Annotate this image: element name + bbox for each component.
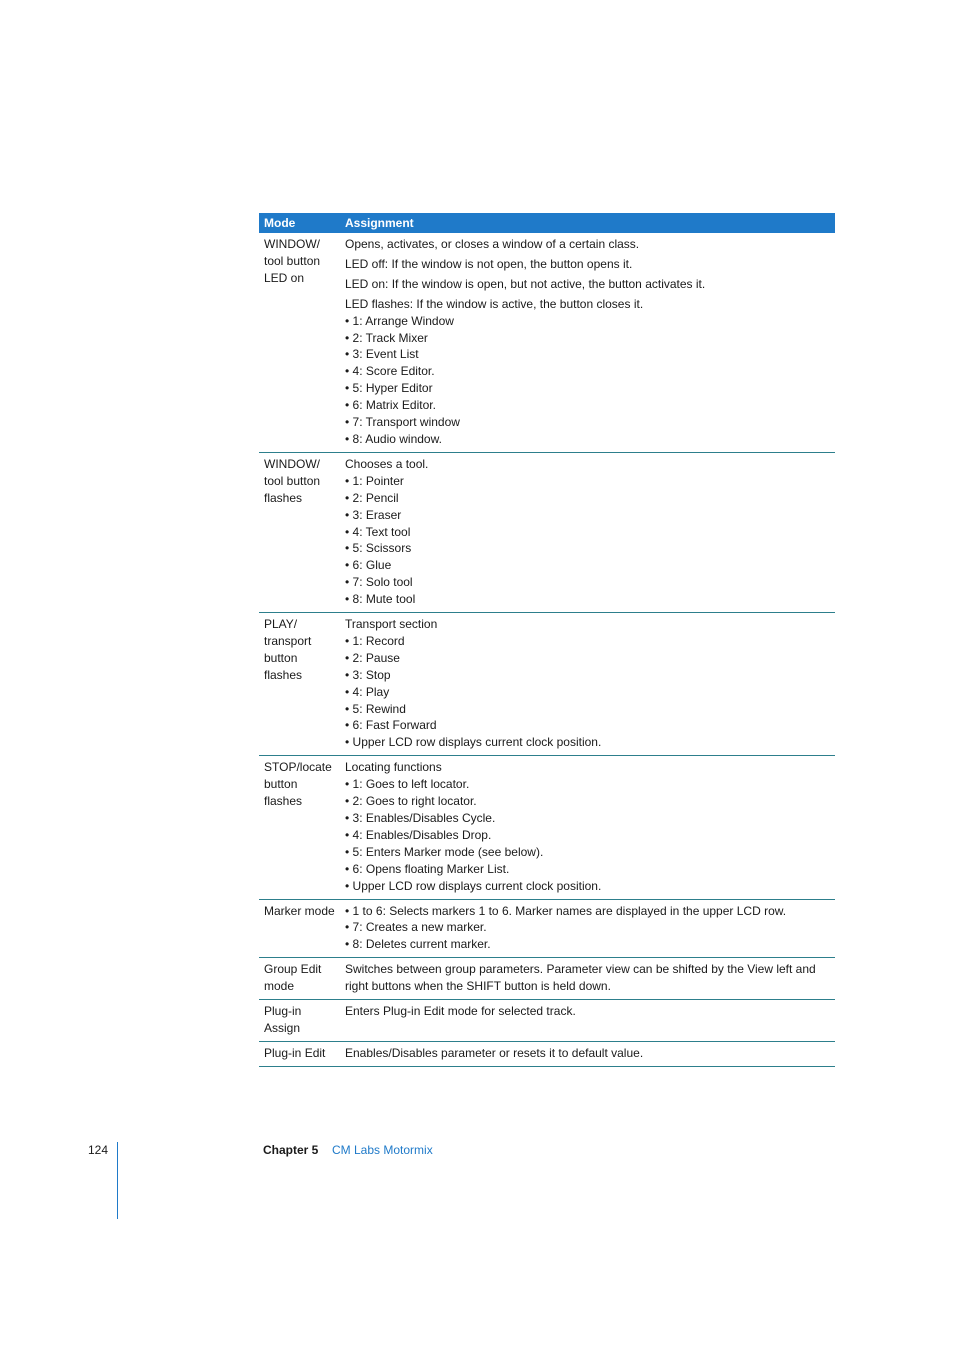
assignment-text: LED flashes: If the window is active, the button closes it. [345,296,644,311]
table-row [259,613,835,756]
assignment-bullet: • 6: Glue [345,557,830,574]
assignment-bullet: • Upper LCD row displays current clock position. [345,734,830,751]
assignment-bullet: • 2: Pencil [345,490,830,507]
assignment-bullet: • 4: Enables/Disables Drop. [345,827,830,844]
assignment-bullet: • 4: Score Editor. [345,363,830,380]
assignment-text: Locating functions [345,760,442,775]
mode-label: PLAY/ transport button flashes [264,617,312,682]
table-row [259,452,835,612]
mode-cell [259,899,340,958]
mode-column-header: Mode [259,213,340,233]
mode-cell [259,1000,340,1042]
chapter-label: Chapter 5 [263,1143,319,1157]
footer-divider [117,1142,118,1219]
assignment-bullet: • 1: Goes to left locator. [345,776,830,793]
assignment-bullet: • 8: Mute tool [345,591,830,608]
assignment-text: Switches between group parameters. Parameter view can be shifted by the View left and right buttons when the SHIFT button is held down. [345,962,816,994]
mode-cell [259,756,340,899]
assignment-cell [340,613,835,756]
assignment-cell [340,958,835,1000]
mode-label: Marker mode [264,903,335,918]
assignment-table [259,213,835,1067]
assignment-text: LED on: If the window is open, but not active, the button activates it. [345,276,706,291]
mode-cell [259,1041,340,1066]
assignment-table-container [259,213,835,1067]
assignment-bullet: • 6: Fast Forward [345,717,830,734]
assignment-cell [340,233,835,452]
chapter-title-link[interactable]: CM Labs Motormix [332,1143,433,1157]
assignment-bullet: • 1 to 6: Selects markers 1 to 6. Marker names are displayed in the upper LCD row. [345,903,830,920]
assignment-bullet: • 4: Play [345,684,830,701]
assignment-cell [340,756,835,899]
mode-cell [259,613,340,756]
assignment-bullet: • 1: Record [345,633,830,650]
assignment-bullet: • 5: Rewind [345,701,830,718]
assignment-bullet: • Upper LCD row displays current clock position. [345,878,830,895]
assignment-bullet: • 2: Track Mixer [345,330,830,347]
table-row [259,756,835,899]
assignment-bullet: • 8: Deletes current marker. [345,936,830,953]
table-body [259,233,835,1066]
assignment-bullet: • 2: Goes to right locator. [345,793,830,810]
table-row [259,958,835,1000]
mode-label: Plug-in Edit [264,1045,326,1060]
table-row [259,233,835,452]
assignment-bullet: • 7: Creates a new marker. [345,919,830,936]
assignment-bullet: • 4: Text tool [345,524,830,541]
assignment-text: Transport section [345,617,438,632]
assignment-bullet: • 6: Matrix Editor. [345,397,830,414]
assignment-bullet: • 5: Hyper Editor [345,380,830,397]
assignment-column-header: Assignment [340,213,835,233]
assignment-bullet: • 1: Pointer [345,473,830,490]
mode-cell [259,452,340,612]
assignment-cell [340,1000,835,1042]
assignment-bullet: • 5: Enters Marker mode (see below). [345,844,830,861]
assignment-bullet: • 7: Transport window [345,414,830,431]
assignment-text: Chooses a tool. [345,456,429,471]
assignment-bullet: • 3: Enables/Disables Cycle. [345,810,830,827]
table-row [259,1041,835,1066]
page-number: 124 [88,1143,109,1157]
mode-label: WINDOW/ tool button flashes [264,456,321,505]
assignment-bullet: • 3: Event List [345,346,830,363]
assignment-bullet: • 2: Pause [345,650,830,667]
assignment-text: Opens, activates, or closes a window of a certain class. [345,237,640,251]
assignment-bullet: • 1: Arrange Window [345,313,830,330]
assignment-bullet: • 3: Eraser [345,507,830,524]
assignment-bullet: • 5: Scissors [345,540,830,557]
table-row [259,899,835,958]
mode-label: WINDOW/ tool button LED on [264,237,321,285]
assignment-bullet: • 8: Audio window. [345,431,830,448]
mode-cell [259,233,340,452]
mode-label: STOP/locate button flashes [264,760,332,809]
table-row [259,1000,835,1042]
assignment-cell [340,899,835,958]
assignment-cell [340,1041,835,1066]
assignment-bullet: • 3: Stop [345,667,830,684]
mode-label: Group Edit mode [264,962,322,994]
assignment-cell [340,452,835,612]
assignment-text: Enables/Disables parameter or resets it to default value. [345,1045,644,1060]
mode-cell [259,958,340,1000]
assignment-bullet: • 6: Opens floating Marker List. [345,861,830,878]
assignment-text: LED off: If the window is not open, the button opens it. [345,256,633,271]
table-header-row [259,213,835,233]
assignment-text: Enters Plug-in Edit mode for selected track. [345,1004,576,1019]
assignment-bullet: • 7: Solo tool [345,574,830,591]
mode-label: Plug-in Assign [264,1004,302,1035]
